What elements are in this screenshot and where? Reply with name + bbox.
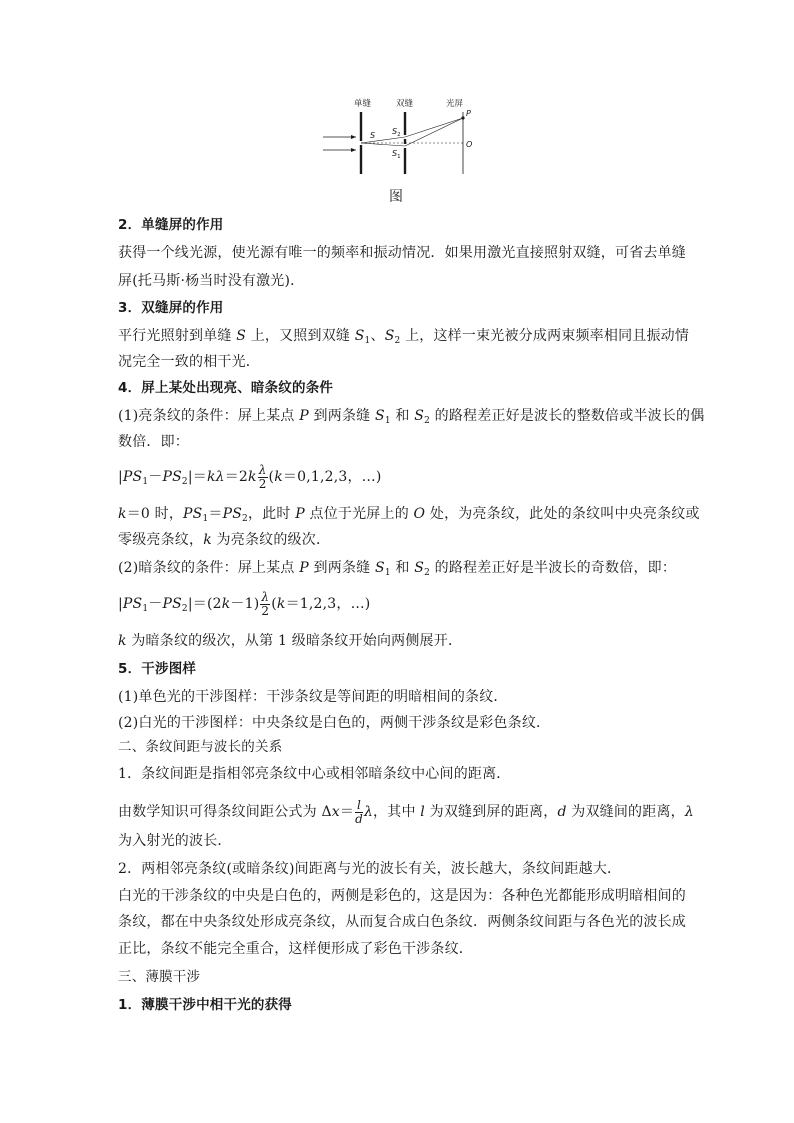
double-slit-diagram (318, 92, 478, 182)
label-P: P (466, 109, 471, 118)
paragraph-line: 为入射光的波长． (118, 833, 232, 849)
ray-S1-to-P (405, 118, 463, 146)
section-heading-fringe-conditions: 4．屏上某处出现亮、暗条纹的条件 (118, 380, 334, 396)
paragraph-line: (2)白光的干涉图样：中央条纹是白色的，两侧干涉条纹是彩色条纹． (118, 715, 551, 731)
point-P (461, 116, 464, 119)
section-heading-single-slit-role: 2．单缝屏的作用 (118, 217, 224, 233)
paragraph-line: (2)暗条纹的条件：屏上某点 P 到两条缝 $S_1$ 和 $S_2$ 的路程差正好是半波长的奇数倍，即： (118, 560, 677, 578)
fraction-lambda-over-2: $\frac{\lambda}{2}$ (258, 462, 267, 491)
paragraph-line: 况完全一致的相干光． (118, 354, 260, 370)
label-S2: $S_2$ (392, 127, 401, 138)
paragraph-line: 数倍．即： (118, 434, 189, 450)
paragraph-line: 2．两相邻亮条纹(或暗条纹)间距离与光的波长有关，波长越大，条纹间距越大． (118, 861, 622, 877)
section-heading-coherent-light: 1．薄膜干涉中相干光的获得 (118, 997, 292, 1013)
paragraph-line: (1)单色光的干涉图样：干涉条纹是等间距的明暗相间的条纹． (118, 689, 508, 705)
paragraph-line: 正比，条纹不能完全重合，这样便形成了彩色干涉条纹． (118, 941, 473, 957)
arrowhead-lower (351, 148, 356, 152)
label-S: S (370, 131, 376, 140)
paragraph-line: k＝0 时，$PS_1=PS_2$，此时 P 点位于光屏上的 O 处，为亮条纹，此处的条纹叫中央亮条纹或 (118, 506, 700, 524)
fraction-lambda-over-2: $\frac{\lambda}{2}$ (261, 589, 270, 618)
section-heading-double-slit-role: 3．双缝屏的作用 (118, 300, 224, 316)
paragraph-line: 1．条纹间距是指相邻亮条纹中心或相邻暗条纹中心间的距离． (118, 766, 511, 782)
formula-bright-fringe: $|PS_1-PS_2|=k\lambda=2k$ $\frac{\lambda}{2}$ (k＝0,1,2,3，…) (118, 462, 382, 491)
paragraph-line: 零级亮条纹，k 为亮条纹的级次． (118, 532, 331, 548)
paragraph-line: 条纹，都在中央条纹处形成亮条纹，从而复合成白色条纹．两侧条纹间距与各色光的波长成 (118, 914, 686, 930)
section-heading-interference-pattern: 5．干涉图样 (118, 661, 197, 677)
paragraph-line: k 为暗条纹的级次，从第 1 级暗条纹开始向两侧展开． (118, 633, 463, 649)
formula-fringe-spacing: 由数学知识可得条纹间距公式为 Δx＝ $\frac{l}{d}$ λ，其中 l 为双缝到屏的距离，d 为双缝间的距离，λ (118, 797, 694, 826)
arrowhead-upper (351, 135, 356, 139)
ray-S-to-S1 (361, 143, 405, 146)
formula-dark-fringe: $|PS_1-PS_2|=(2k-1)$ $\frac{\lambda}{2}$ (k＝1,2,3，…) (118, 589, 371, 618)
part-heading-spacing-wavelength: 二、条纹间距与波长的关系 (118, 739, 283, 755)
part-heading-thin-film: 三、薄膜干涉 (118, 969, 201, 985)
paragraph-line: 白光的干涉条纹的中央是白色的，两侧是彩色的，这是因为：各种色光都能形成明暗相间的 (118, 888, 686, 904)
ray-S2-to-P (405, 118, 463, 137)
label-screen: 光屏 (446, 99, 464, 109)
paragraph-line: 平行光照射到单缝 S 上，又照到双缝 $S_1$、$S_2$ 上，这样一束光被分成两束频率相同且振动情 (118, 328, 690, 346)
fraction-l-over-d: $\frac{l}{d}$ (355, 797, 363, 826)
label-S1: $S_1$ (392, 149, 401, 160)
figure-caption: 图 (389, 189, 404, 205)
label-double-slit: 双缝 (396, 99, 414, 109)
label-single-slit: 单缝 (354, 99, 372, 109)
paragraph-line: 获得一个线光源，使光源有唯一的频率和振动情况．如果用激光直接照射双缝，可省去单缝 (118, 245, 686, 261)
label-O: O (466, 140, 473, 149)
paragraph-line: (1)亮条纹的条件：屏上某点 P 到两条缝 $S_1$ 和 $S_2$ 的路程差正好是波长的整数倍或半波长的偶 (118, 408, 705, 426)
paragraph-line: 屏(托马斯·杨当时没有激光)． (118, 273, 305, 289)
